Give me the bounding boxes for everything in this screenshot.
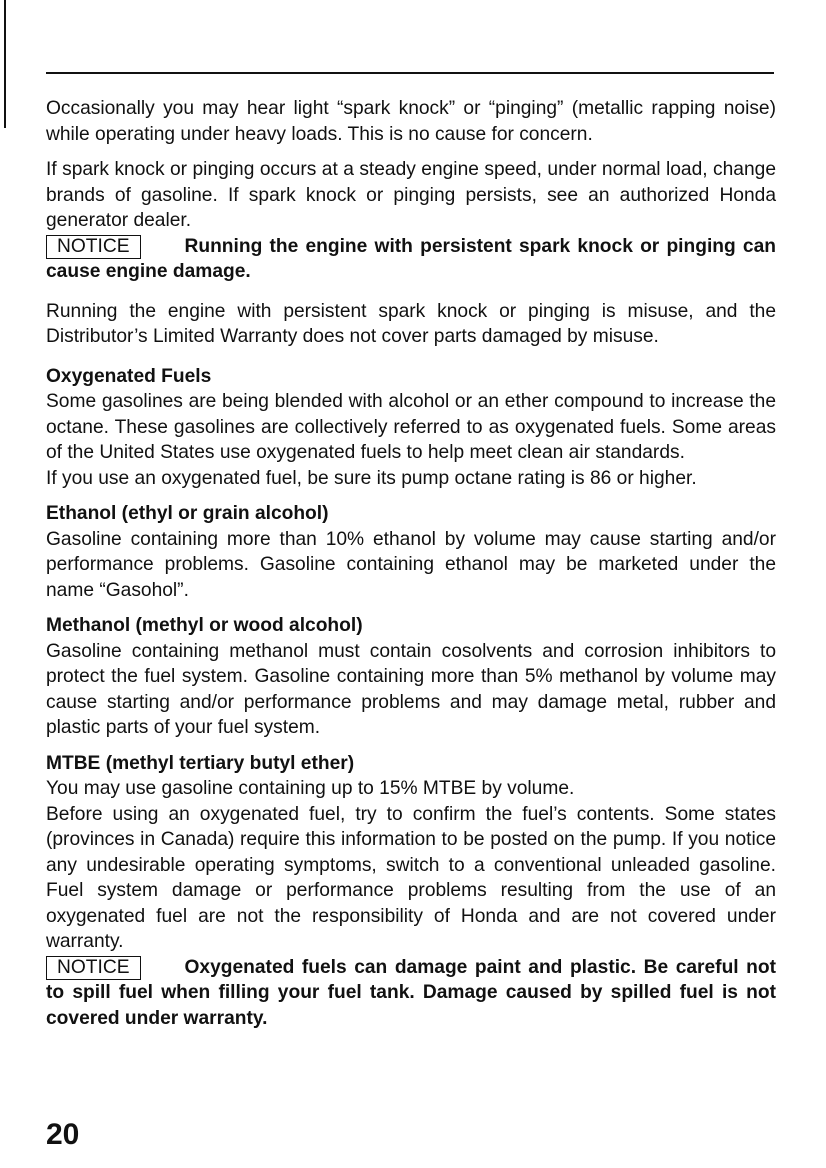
oxygenated-octane: If you use an oxygenated fuel, be sure its pump octane rating is 86 or higher. (46, 467, 697, 489)
notice-label: NOTICE (46, 235, 141, 259)
top-rule (46, 72, 774, 74)
mtbe-body: You may use gasoline containing up to 15% MTBE by volume. (46, 778, 575, 799)
notice-label: NOTICE (46, 956, 141, 980)
binder-edge-line (4, 0, 6, 128)
heading-ethanol: Ethanol (ethyl or grain alcohol) (46, 503, 329, 524)
heading-methanol: Methanol (methyl or wood alcohol) (46, 615, 363, 636)
paragraph-misuse: Running the engine with persistent spark knock or pinging is misuse, and the Distributor’s Limited Warranty does not cover parts damaged by misuse. (46, 300, 776, 347)
notice-paint-damage (46, 955, 776, 1032)
paragraph-spark-knock: Occasionally you may hear light “spark knock” or “pinging” (metallic rapping noise) while operating under heavy loads. This is no cause for concern. (46, 98, 776, 145)
section-methanol (46, 613, 776, 741)
section-ethanol (46, 501, 776, 603)
section-mtbe (46, 751, 776, 955)
page-content (46, 96, 776, 1031)
methanol-body: Gasoline containing methanol must contain cosolvents and corrosion inhibitors to protect the fuel system. Gasoline containing more than 5% methanol by volume may cause starting and/or performance problems and may damage metal, rubber and plastic parts of your fuel system. (46, 640, 776, 738)
notice-text: Oxygenated fuels can damage paint and plastic. Be careful not to spill fuel when filling your fuel tank. Damage caused by spilled fuel is not covered under warranty. (46, 956, 776, 1029)
paragraph-change-brands: If spark knock or pinging occurs at a steady engine speed, under normal load, change brands of gasoline. If spark knock or pinging persists, see an authorized Honda generator dealer. (46, 159, 776, 231)
section-oxygenated-fuels (46, 364, 776, 492)
page-number: 20 (46, 1118, 80, 1151)
oxygenated-body: Some gasolines are being blended with alcohol or an ether compound to increase the octane. These gasolines are collectively referred to as oxygenated fuels. Some areas of the United States use oxygenated fuels to help meet clean air standards. (46, 391, 776, 463)
mtbe-confirm-contents: Before using an oxygenated fuel, try to confirm the fuel’s contents. Some states (provinces in Canada) require this information to be posted on the pump. If you notice any undesirable operating symptoms, switch to a conventional unleaded gasoline. Fuel system damage or performance problems resulting from the use of an oxygenated fuel are not the responsibility of Honda and are not covered under warranty. (46, 803, 776, 952)
notice-engine-damage (46, 234, 776, 285)
ethanol-body: Gasoline containing more than 10% ethanol by volume may cause starting and/or performance problems. Gasoline containing ethanol may be marketed under the name “Gasohol”. (46, 528, 776, 601)
heading-oxygenated-fuels: Oxygenated Fuels (46, 365, 212, 387)
notice-text: Running the engine with persistent spark knock or pinging can cause engine damage. (46, 235, 776, 282)
heading-mtbe: MTBE (methyl tertiary butyl ether) (46, 752, 355, 774)
